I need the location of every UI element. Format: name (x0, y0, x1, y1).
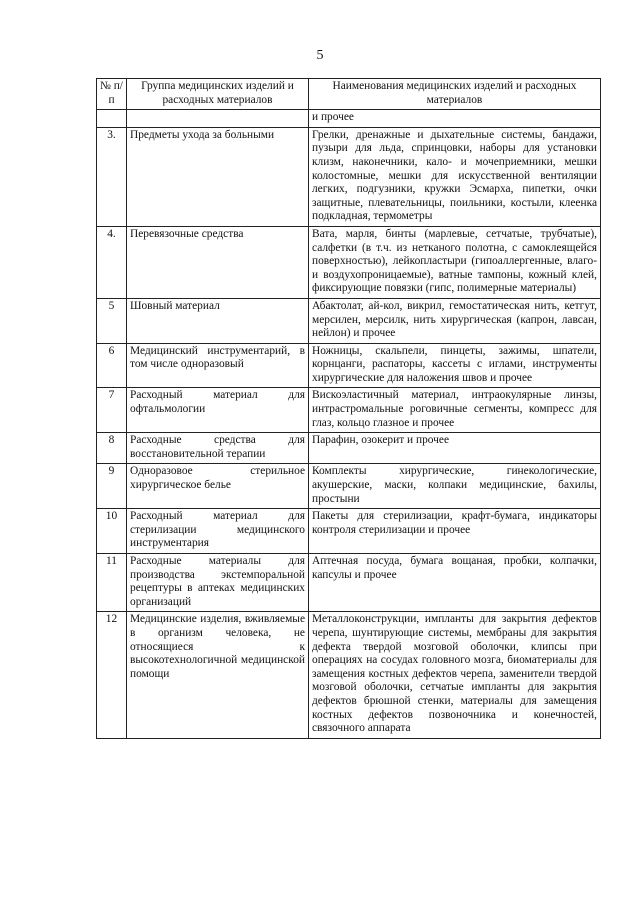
table-header-row (97, 79, 601, 110)
table-row (97, 464, 601, 509)
row-names: Абактолат, ай-кол, викрил, гемостатическая нить, кетгут, мерсилен, мерсилк, нить хирургическая (капрон, лавсан, нейлон) и прочее (309, 298, 601, 343)
row-number: 5 (97, 298, 127, 343)
continuation-number-cell (97, 110, 127, 128)
table-row (97, 343, 601, 388)
row-group: Расходный материал для стерилизации медицинского инструментария (127, 509, 309, 554)
continuation-text: и прочее (309, 110, 601, 128)
row-names: Ножницы, скальпели, пинцеты, зажимы, шпатели, корнцанги, распаторы, кассеты с иглами, инструменты хирургические для наложения швов и прочее (309, 343, 601, 388)
row-number: 4. (97, 226, 127, 298)
row-names: Пакеты для стерилизации, крафт-бумага, индикаторы контроля стерилизации и прочее (309, 509, 601, 554)
row-names: Аптечная посуда, бумага вощаная, пробки, колпачки, капсулы и прочее (309, 554, 601, 612)
table-row (97, 388, 601, 433)
table-row (97, 612, 601, 738)
header-group: Группа медицинских изделий и расходных материалов (127, 79, 309, 110)
row-group: Шовный материал (127, 298, 309, 343)
row-number: 9 (97, 464, 127, 509)
table-row (97, 226, 601, 298)
row-group: Перевязочные средства (127, 226, 309, 298)
row-group: Расходные средства для восстановительной терапии (127, 433, 309, 464)
row-number: 8 (97, 433, 127, 464)
row-names: Комплекты хирургические, гинекологические, акушерские, маски, колпаки медицинские, бахилы, простыни (309, 464, 601, 509)
table-row (97, 433, 601, 464)
header-number: № п/п (97, 79, 127, 110)
table-row (97, 298, 601, 343)
row-number: 7 (97, 388, 127, 433)
row-group: Предметы ухода за больными (127, 127, 309, 226)
row-group: Медицинские изделия, вживляемые в организм человека, не относящиеся к высокотехнологичной медицинской помощи (127, 612, 309, 738)
row-group: Расходные материалы для производства экстемпоральной рецептуры в аптеках медицинских организаций (127, 554, 309, 612)
row-group: Расходный материал для офтальмологии (127, 388, 309, 433)
row-number: 12 (97, 612, 127, 738)
table-row (97, 554, 601, 612)
row-names: Грелки, дренажные и дыхательные системы, бандажи, пузыри для льда, спринцовки, наборы для установки клизм, наконечники, кало- и мочеприемники, мешки колостомные, мешки для искусственной вентиляции легких, подгузники, кружки Эсмарха, пипетки, очки защитные, плевательницы, поильники, костыли, клеенка подкладная, термометры (309, 127, 601, 226)
row-number: 10 (97, 509, 127, 554)
table-row (97, 509, 601, 554)
table-row (97, 127, 601, 226)
header-names: Наименования медицинских изделий и расходных материалов (309, 79, 601, 110)
continuation-group-cell (127, 110, 309, 128)
continuation-row (97, 110, 601, 128)
row-names: Вискоэластичный материал, интраокулярные линзы, интрастромальные роговичные сегменты, компресс для глаз, кольцо глазное и прочее (309, 388, 601, 433)
page-number: 5 (316, 48, 324, 63)
row-names: Парафин, озокерит и прочее (309, 433, 601, 464)
medical-supplies-table (96, 78, 601, 739)
row-number: 11 (97, 554, 127, 612)
row-number: 3. (97, 127, 127, 226)
row-group: Одноразовое стерильное хирургическое белье (127, 464, 309, 509)
row-names: Металлоконструкции, импланты для закрытия дефектов черепа, шунтирующие системы, мембраны для закрытия дефекта твердой мозговой оболочки, клипсы при операциях на сосудах головного мозга, биоматериалы для замещения костных дефектов черепа, заменители твердой мозговой оболочки, сетчатые импланты для закрытия дефектов брюшной стенки, материалы для замещения костных дефектов позвоночника и конечностей, связочного аппарата (309, 612, 601, 738)
row-group: Медицинский инструментарий, в том числе одноразовый (127, 343, 309, 388)
row-number: 6 (97, 343, 127, 388)
row-names: Вата, марля, бинты (марлевые, сетчатые, трубчатые), салфетки (в т.ч. из нетканого полотна, с самоклеящейся поверхностью), лейкопластыри (гипоаллергенные, влаго- и воздухопроницаемые), ватные тампоны, кожный клей, фиксирующие повязки (гипс, полимерные материалы) (309, 226, 601, 298)
